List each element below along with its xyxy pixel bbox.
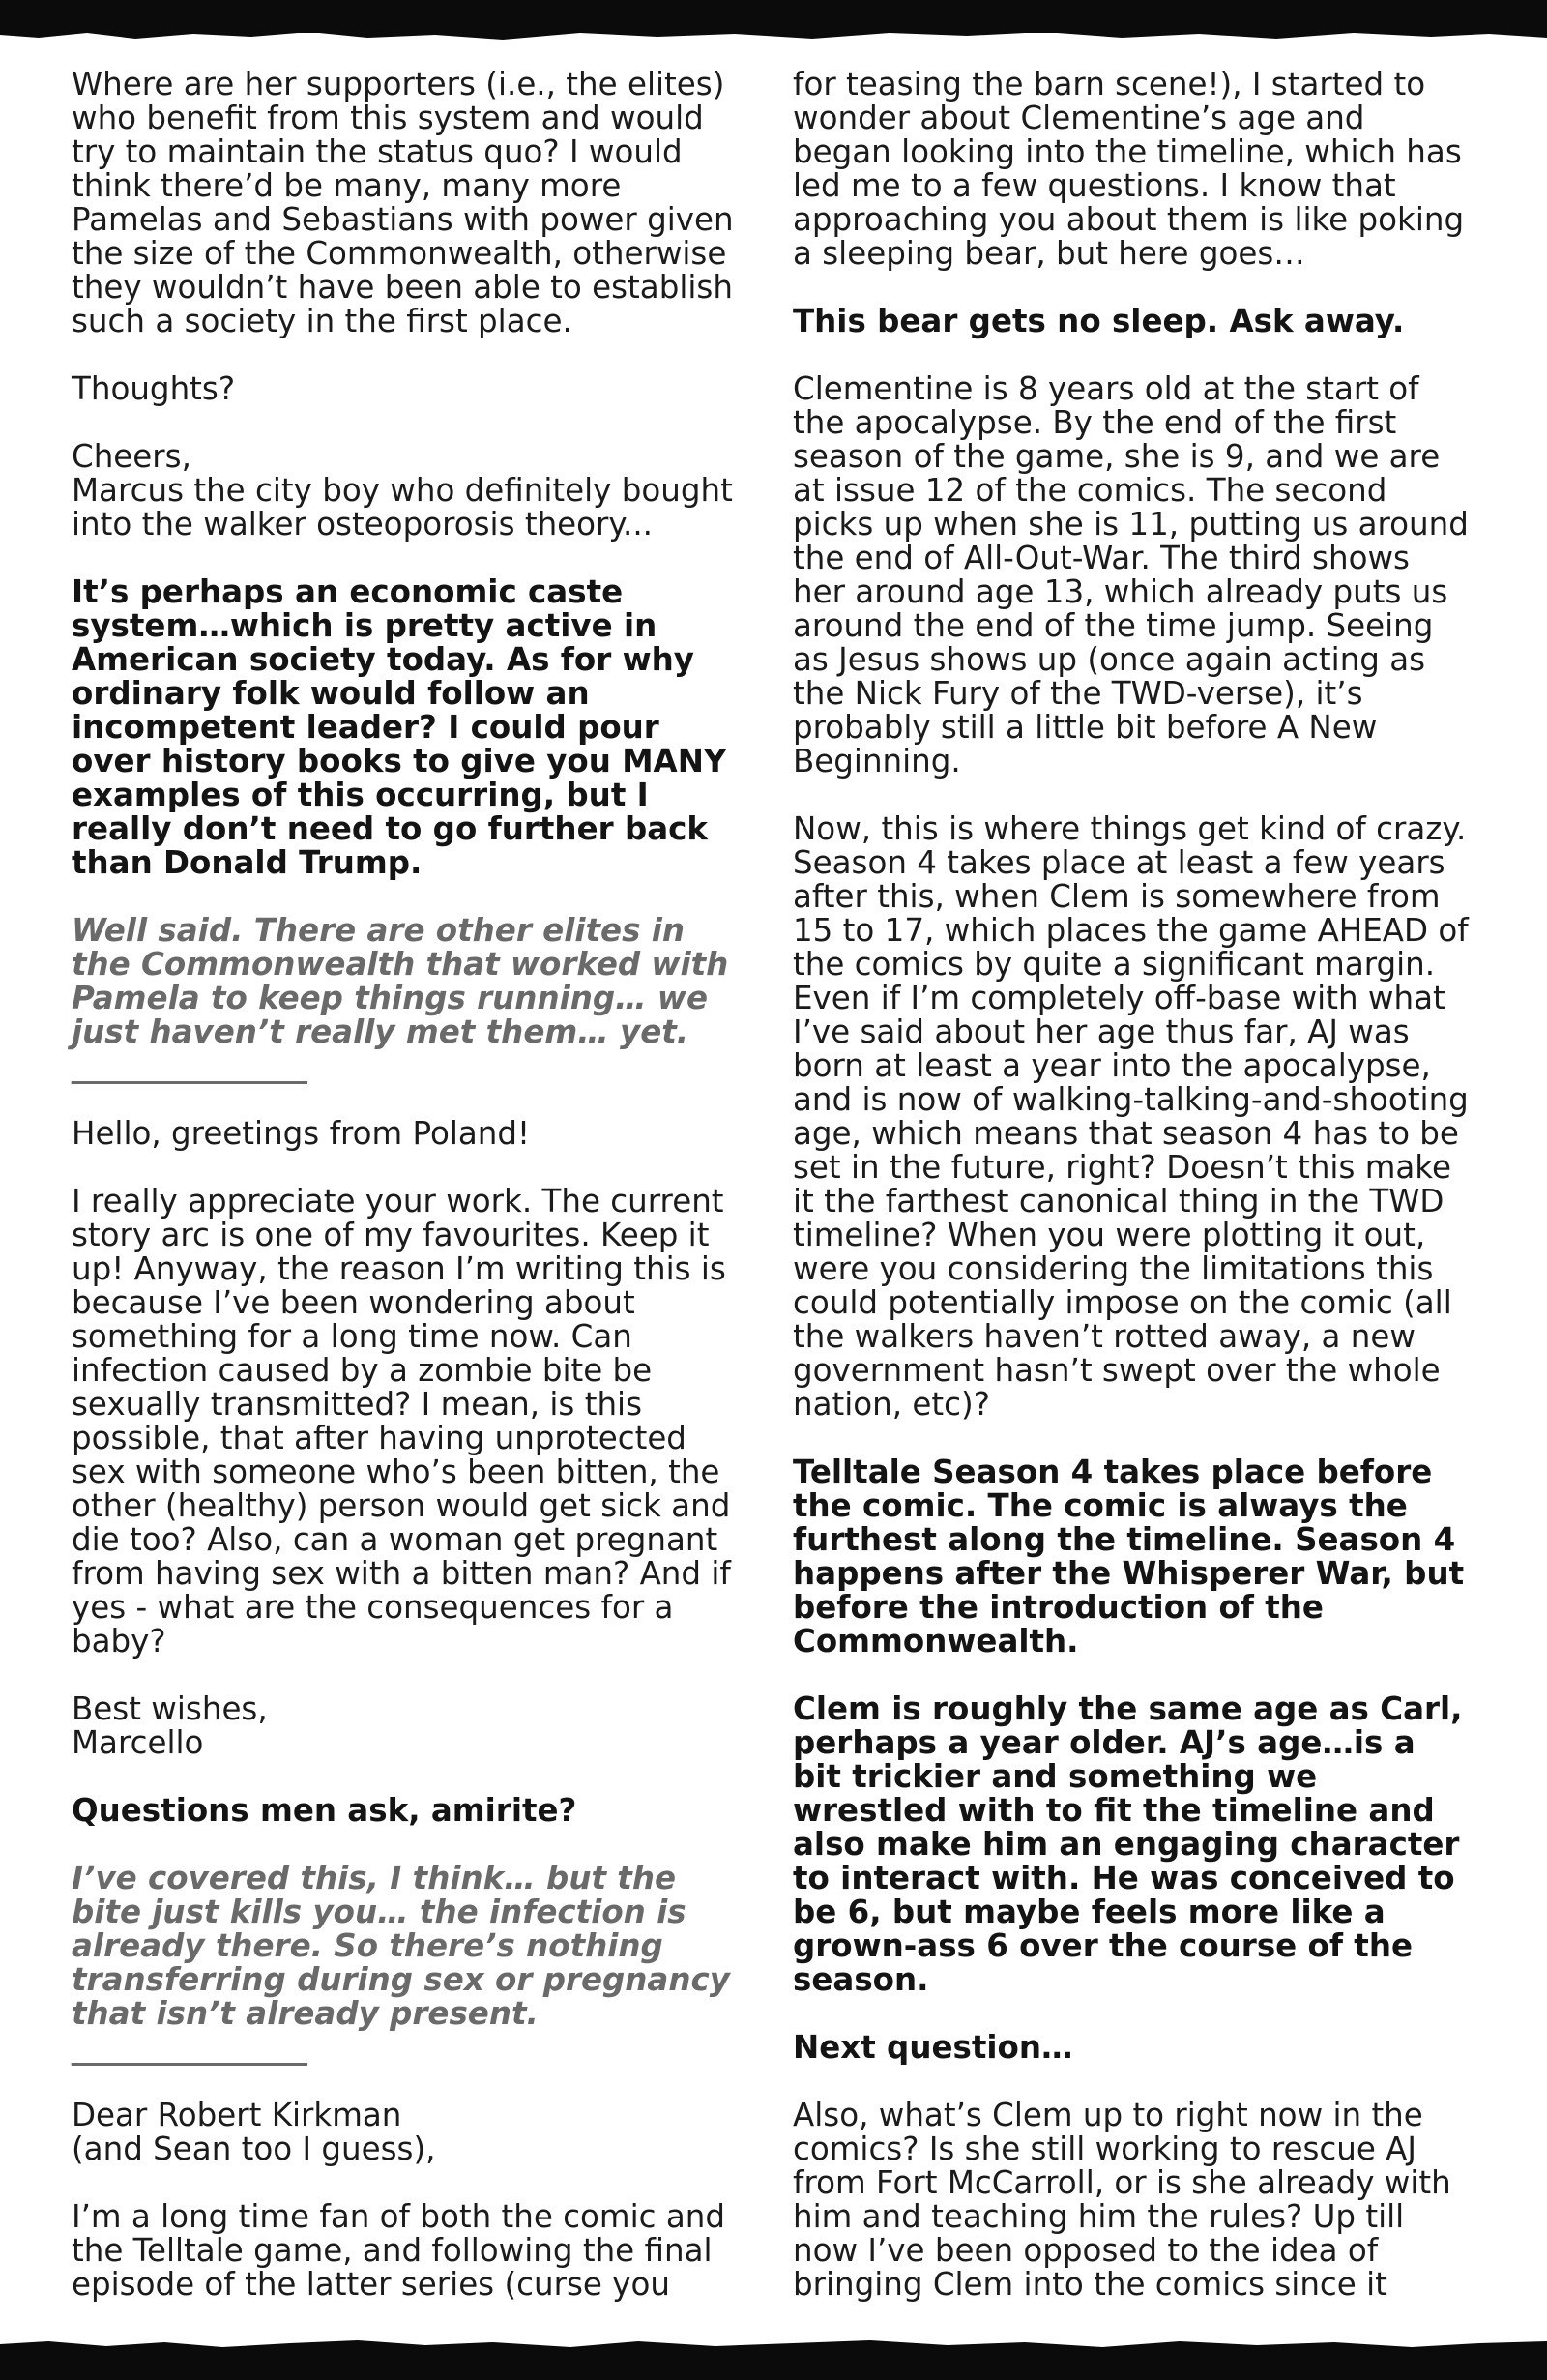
editor-reply: Clem is roughly the same age as Carl, perhaps a year older. AJ’s age…is a bit trickier and something we wrestled with to fit the timeline and also make him an engaging character to interact with. He was conceived to be 6, but maybe feels more like a grown-ass 6 over the course of the season. xyxy=(793,1690,1463,1998)
top-torn-border xyxy=(0,0,1547,33)
letter-body: I really appreciate your work. The current story arc is one of my favourites. Keep it up! Anyway, the reason I’m writing this is because I’ve been wondering about something for a long time now. Can infection caused by a zombie bite be sexually transmitted? I mean, is this possible, that after having unprotected sex with someone who’s been bitten, the other (healthy) person would get sick and die too? Also, can a woman get pregnant from having sex with a bitten man? And if yes - what are the consequences for a baby? xyxy=(72,1183,731,1660)
letter-thoughts: Thoughts? xyxy=(72,370,236,407)
letter-signature-block xyxy=(72,1692,748,1760)
editor-reply: This bear gets no sleep. Ask away. xyxy=(793,303,1405,339)
letter-signature: Marcus the city boy who definitely bought into the walker osteoporosis theory... xyxy=(72,472,733,543)
editor-note: Well said. There are other elites in the Commonwealth that worked with Pamela to keep things running… we just haven’t really met them… yet. xyxy=(72,912,729,1050)
letter-body: Also, what’s Clem up to right now in the comics? Is she still working to rescue AJ from Fort McCarroll, or is she already with him and teaching him the rules? Up till now I’ve been opposed to the idea of bringing Clem into the comics since it xyxy=(793,2097,1451,2303)
left-column xyxy=(72,68,748,2336)
letter-signature: Marcello xyxy=(72,1724,204,1761)
salutation-line: (and Sean too I guess), xyxy=(72,2130,436,2167)
letter-signoff: Cheers, xyxy=(72,438,191,475)
section-divider: _______________ xyxy=(72,1047,307,1084)
right-column xyxy=(793,68,1470,2302)
bottom-torn-edge-shape xyxy=(0,2337,1547,2351)
letter-salutation xyxy=(72,2099,748,2166)
letter-body: I’m a long time fan of both the comic and the Telltale game, and following the final episode of the latter series (curse you xyxy=(72,2198,725,2303)
bottom-torn-border xyxy=(0,2347,1547,2380)
letter-body: Now, this is where things get kind of crazy. Season 4 takes place at least a few years after this, when Clem is somewhere from 15 to 17, which places the game AHEAD of the comics by quite a significant margin. Even if I’m completely off-base with what I’ve said about her age thus far, AJ was born at least a year into the apocalypse, and is now of walking-talking-and-shooting age, which means that season 4 has to be set in the future, right? Doesn’t this make it the farthest canonical thing in the TWD timeline? When you were plotting it out, were you considering the limitations this could potentially impose on the comic (all the walkers haven’t rotted away, a new government hasn’t swept over the whole nation, etc)? xyxy=(793,810,1469,1423)
salutation-line: Dear Robert Kirkman xyxy=(72,2097,402,2133)
letter-intro-paragraph: Where are her supporters (i.e., the elites) who benefit from this system and would try to maintain the status quo? I would think there’d be many, many more Pamelas and Sebastians with power given the size of the Commonwealth, otherwise they wouldn’t have been able to establish such a society in the first place. xyxy=(72,66,734,339)
editor-reply: Next question… xyxy=(793,2029,1073,2066)
editor-reply: It’s perhaps an economic caste system…which is pretty active in American society today. As for why ordinary folk would follow an incompetent leader? I could pour over history books to give you MANY examples of this occurring, but I really don’t need to go further back than Donald Trump. xyxy=(72,573,727,881)
editor-note: I’ve covered this, I think… but the bite just kills you… the infection is already there. So there’s nothing transferring during sex or pregnancy that isn’t already present. xyxy=(72,1860,730,2032)
section-divider: _______________ xyxy=(72,2029,307,2066)
letter-body-continued: for teasing the barn scene!), I started to wonder about Clementine’s age and began looking into the timeline, which has led me to a few questions. I know that approaching you about them is like poking a sleeping bear, but here goes… xyxy=(793,66,1465,272)
top-torn-edge-shape xyxy=(0,29,1547,43)
editor-reply: Questions men ask, amirite? xyxy=(72,1792,577,1829)
letter-signature-block xyxy=(72,440,748,542)
letter-greeting: Hello, greetings from Poland! xyxy=(72,1115,531,1152)
editor-reply: Telltale Season 4 takes place before the comic. The comic is always the furthest along the timeline. Season 4 happens after the Whisperer War, but before the introduction of the Commonwealth. xyxy=(793,1454,1465,1660)
letter-body: Clementine is 8 years old at the start of the apocalypse. By the end of the first season of the game, she is 9, and we are at issue 12 of the comics. The second picks up when she is 11, putting us around the end of All-Out-War. The third shows her around age 13, which already puts us around the end of the time jump. Seeing as Jesus shows up (once again acting as the Nick Fury of the TWD-verse), it’s probably still a little bit before A New Beginning. xyxy=(793,370,1469,779)
letter-signoff: Best wishes, xyxy=(72,1690,268,1727)
